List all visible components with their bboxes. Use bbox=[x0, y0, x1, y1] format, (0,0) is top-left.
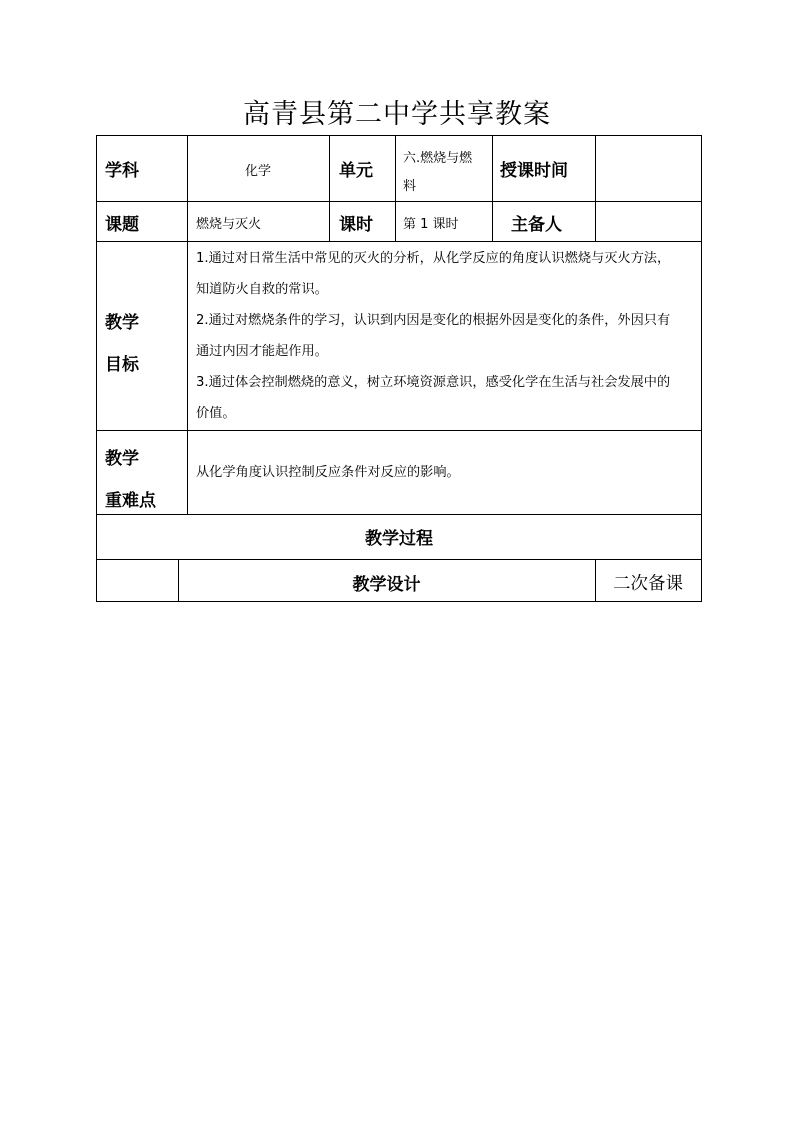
design-label: 教学设计 bbox=[352, 575, 421, 595]
preparer-label: 主备人 bbox=[511, 215, 562, 235]
subject-value: 化学 bbox=[244, 164, 271, 179]
period-value: 第 1 课时 bbox=[403, 217, 459, 232]
objective-line: 价值。 bbox=[196, 406, 236, 421]
objectives-label bbox=[105, 302, 139, 386]
preparer-value[interactable] bbox=[597, 204, 699, 239]
table-rule bbox=[595, 135, 596, 241]
difficulty-text: 从化学角度认识控制反应条件对反应的影响。 bbox=[196, 465, 460, 480]
secondary-prep-label: 二次备课 bbox=[613, 574, 683, 594]
difficulty-label bbox=[105, 438, 156, 522]
table-rule bbox=[329, 135, 330, 241]
time-value[interactable] bbox=[597, 140, 699, 198]
table-rule bbox=[96, 601, 702, 602]
period-label: 课时 bbox=[339, 215, 373, 235]
objective-line: 通过内因才能起作用。 bbox=[196, 344, 328, 359]
objectives-text bbox=[196, 243, 698, 429]
topic-value: 燃烧与灭火 bbox=[196, 217, 262, 232]
table-rule bbox=[96, 559, 702, 560]
unit-value bbox=[403, 145, 493, 201]
table-rule bbox=[395, 135, 396, 241]
difficulty-label-line2: 重难点 bbox=[105, 491, 156, 511]
objective-line: 3.通过体会控制燃烧的意义，树立环境资源意识，感受化学在生活与社会发展中的 bbox=[196, 375, 671, 390]
table-rule bbox=[96, 514, 702, 515]
table-rule bbox=[187, 135, 188, 514]
unit-value-line1: 六.燃烧与燃 bbox=[403, 151, 473, 166]
document-title: 高青县第二中学共享教案 bbox=[243, 99, 551, 130]
subject-label: 学科 bbox=[105, 161, 139, 181]
time-label: 授课时间 bbox=[500, 161, 568, 181]
process-heading: 教学过程 bbox=[365, 529, 433, 549]
objective-line: 2.通过对燃烧条件的学习，认识到内因是变化的根据外因是变化的条件，外因只有 bbox=[196, 313, 671, 328]
difficulty-label-line1: 教学 bbox=[105, 449, 139, 469]
objectives-label-line2: 目标 bbox=[105, 355, 139, 375]
unit-label: 单元 bbox=[339, 161, 373, 181]
objective-line: 1.通过对日常生活中常见的灭火的分析，从化学反应的角度认识燃烧与灭火方法， bbox=[196, 251, 671, 266]
unit-value-line2: 料 bbox=[403, 179, 417, 194]
objectives-label-line1: 教学 bbox=[105, 313, 139, 333]
topic-label: 课题 bbox=[105, 215, 139, 235]
objective-line: 知道防火自救的常识。 bbox=[196, 282, 328, 297]
